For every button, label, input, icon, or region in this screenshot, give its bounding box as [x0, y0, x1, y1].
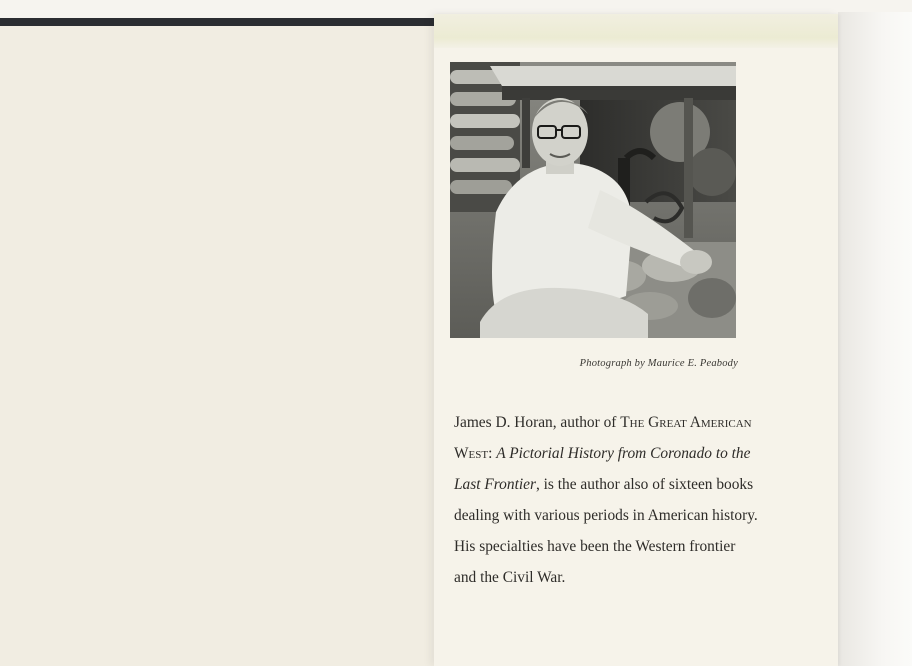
photo-credit: Photograph by Maurice E. Peabody [579, 358, 738, 369]
author-photograph [450, 62, 736, 338]
author-bio [454, 407, 758, 593]
bio-author-name: James D. Horan [454, 414, 553, 432]
book-endpaper [0, 26, 440, 666]
bio-colon: : [488, 445, 497, 463]
dust-jacket-flap [434, 14, 838, 666]
bio-book-subtitle: A Pictorial History from Coronado to the Last Frontier [454, 445, 751, 494]
protective-tape [434, 14, 838, 48]
bio-body: , is the author also of sixteen books dealing with various periods in American history. His specialties have been the Western frontier and the Civil War. [454, 476, 758, 587]
author-photo-illustration [450, 62, 736, 338]
book-board-edge [838, 12, 912, 666]
book-spine-edge [0, 18, 440, 26]
bio-book-title: The Great American West [454, 414, 752, 463]
bio-intro: , author of [552, 414, 621, 432]
